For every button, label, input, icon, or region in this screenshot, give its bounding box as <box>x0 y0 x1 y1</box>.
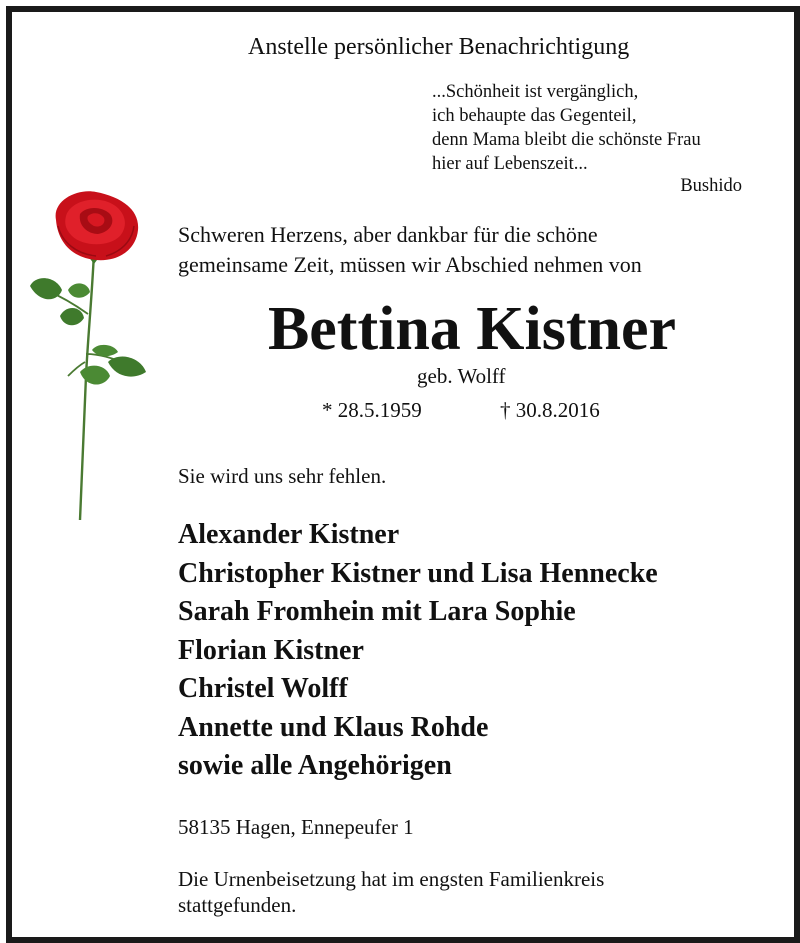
mourner-name: Annette und Klaus Rohde <box>178 711 489 743</box>
poem-line: ...Schönheit ist vergänglich, <box>432 82 639 102</box>
notice-line: stattgefunden. <box>178 893 297 917</box>
poem-quote <box>432 80 701 176</box>
poem-line: denn Mama bleibt die schönste Frau <box>432 130 701 150</box>
mourner-name: Sarah Fromhein mit Lara Sophie <box>178 596 576 627</box>
intro-line: Schweren Herzens, aber dankbar für die schöne <box>178 222 598 247</box>
mourner-name: Christel Wolff <box>178 673 348 704</box>
mourner-name: Florian Kistner <box>178 634 364 666</box>
birth-date: * 28.5.1959 <box>322 398 422 422</box>
mourner-name: sowie alle Angehörigen <box>178 750 452 781</box>
mourner-name: Christopher Kistner und Lisa Hennecke <box>178 557 658 589</box>
missed-text: Sie wird uns sehr fehlen. <box>178 464 387 488</box>
header-notice: Anstelle persönlicher Benachrichtigung <box>248 34 630 60</box>
intro-text <box>178 220 642 280</box>
poem-author: Bushido <box>680 176 742 196</box>
burial-notice <box>178 866 604 918</box>
intro-line: gemeinsame Zeit, müssen wir Abschied nehmen von <box>178 252 642 277</box>
address: 58135 Hagen, Ennepeufer 1 <box>178 815 414 839</box>
mourner-name: Alexander Kistner <box>178 519 400 550</box>
notice-line: Die Urnenbeisetzung hat im engsten Familienkreis <box>178 867 605 891</box>
mourners-list <box>178 516 658 786</box>
death-date: † 30.8.2016 <box>500 398 600 422</box>
deceased-name: Bettina Kistner <box>267 295 677 363</box>
birth-name: geb. Wolff <box>417 364 506 388</box>
poem-line: hier auf Lebenszeit... <box>432 154 588 174</box>
poem-line: ich behaupte das Gegenteil, <box>432 106 637 126</box>
